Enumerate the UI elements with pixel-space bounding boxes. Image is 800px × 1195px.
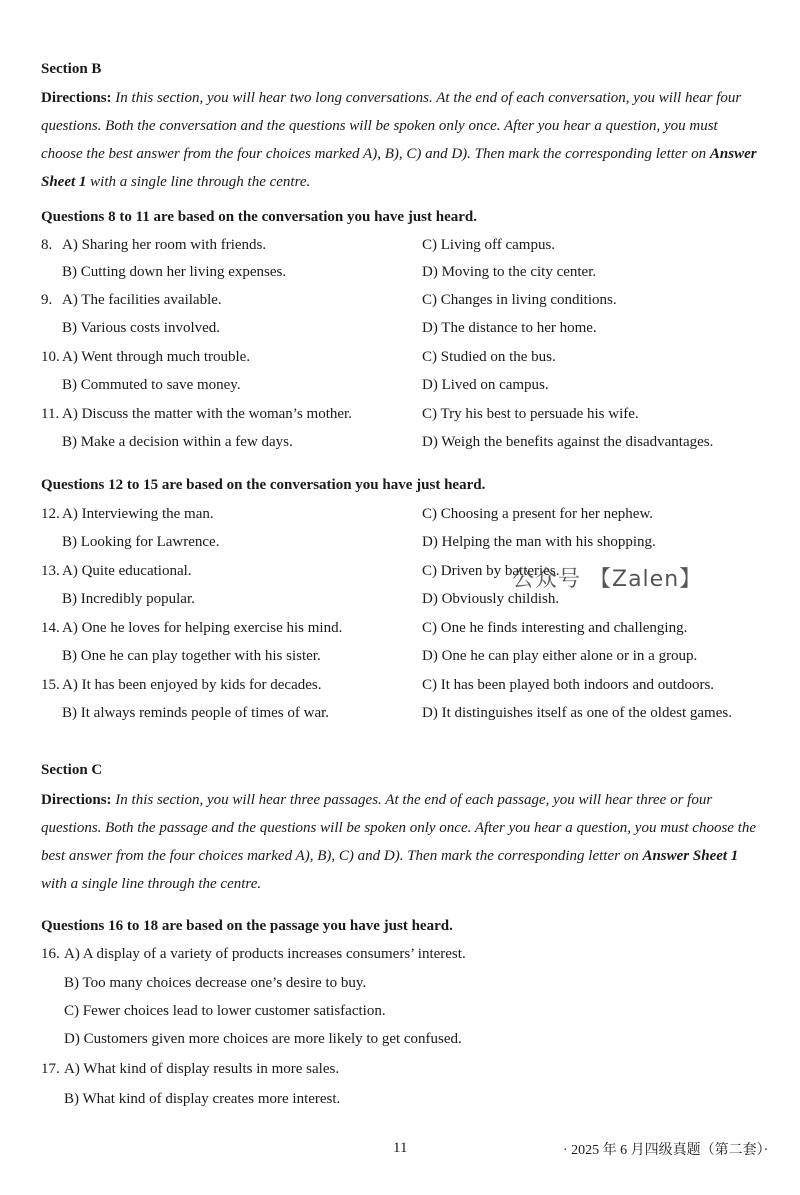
group-heading: Questions 12 to 15 are based on the conversation you have just heard. — [41, 477, 486, 493]
option-b[interactable]: B) Looking for Lawrence. — [62, 534, 220, 550]
option-a[interactable]: A) A display of a variety of products increases consumers’ interest. — [64, 946, 466, 962]
option-c[interactable]: C) Changes in living conditions. — [422, 292, 617, 308]
directions-label: Directions: — [41, 792, 112, 808]
question-number: 16. — [41, 946, 60, 962]
question-number: 17. — [41, 1061, 60, 1077]
directions-text: In this section, you will hear three passages. At the end of each passage, you will hear three or four questions. Both the passage and the questions will be spoken only once. After you hear a question, you must choose the best answer from the four choices marked A), B), C) and D). Then mark the corresponding letter on — [41, 792, 757, 864]
option-a[interactable]: A) It has been enjoyed by kids for decades. — [62, 677, 322, 693]
option-c[interactable]: C) Studied on the bus. — [422, 349, 556, 365]
question-number: 13. — [41, 563, 60, 579]
option-d[interactable]: D) The distance to her home. — [422, 320, 597, 336]
option-a[interactable]: A) Quite educational. — [62, 563, 192, 579]
option-c[interactable]: C) One he finds interesting and challenging. — [422, 620, 688, 636]
answer-sheet-label: Answer Sheet 1 — [41, 146, 757, 190]
answer-sheet-label: Answer Sheet 1 — [642, 848, 739, 864]
option-d[interactable]: D) Obviously childish. — [422, 591, 560, 607]
option-d[interactable]: D) Customers given more choices are more likely to get confused. — [64, 1031, 462, 1047]
question-number: 12. — [41, 506, 60, 522]
option-c[interactable]: C) Choosing a present for her nephew. — [422, 506, 654, 522]
option-d[interactable]: D) Weigh the benefits against the disadvantages. — [422, 434, 714, 450]
option-b[interactable]: B) Cutting down her living expenses. — [62, 264, 287, 280]
option-c[interactable]: C) Fewer choices lead to lower customer satisfaction. — [64, 1003, 386, 1019]
directions-label: Directions: — [41, 90, 112, 106]
option-c[interactable]: C) It has been played both indoors and outdoors. — [422, 677, 715, 693]
option-b[interactable]: B) Various costs involved. — [62, 320, 221, 336]
directions-text-end: with a single line through the centre. — [41, 876, 262, 892]
question-number: 11. — [41, 406, 60, 422]
page-number: 11 — [393, 1140, 408, 1156]
option-d[interactable]: D) Helping the man with his shopping. — [422, 534, 656, 550]
option-a[interactable]: A) What kind of display results in more sales. — [64, 1061, 340, 1077]
section-b-title: Section B — [41, 61, 102, 77]
question-number: 15. — [41, 677, 60, 693]
option-a[interactable]: A) Sharing her room with friends. — [62, 237, 267, 253]
option-d[interactable]: D) One he can play either alone or in a group. — [422, 648, 698, 664]
watermark: 公众号 【Zalen】 — [512, 567, 703, 592]
question-number: 10. — [41, 349, 60, 365]
option-a[interactable]: A) Interviewing the man. — [62, 506, 214, 522]
section-c-directions — [41, 786, 759, 898]
group-heading: Questions 8 to 11 are based on the conversation you have just heard. — [41, 209, 477, 225]
option-b[interactable]: B) Too many choices decrease one’s desire to buy. — [64, 975, 367, 991]
option-b[interactable]: B) It always reminds people of times of war. — [62, 705, 330, 721]
option-a[interactable]: A) Discuss the matter with the woman’s mother. — [62, 406, 352, 422]
option-d[interactable]: D) It distinguishes itself as one of the oldest games. — [422, 705, 732, 721]
question-number: 8. — [41, 237, 53, 253]
section-c-title: Section C — [41, 762, 103, 778]
option-c[interactable]: C) Try his best to persuade his wife. — [422, 406, 639, 422]
directions-text: In this section, you will hear two long conversations. At the end of each conversation, you will hear four questions. Both the conversation and the questions will be spoken only once. After you hear a question, you must choose the best answer from the four choices marked A), B), C) and D). Then mark the corresponding letter on — [41, 90, 742, 162]
question-number: 14. — [41, 620, 60, 636]
option-b[interactable]: B) One he can play together with his sister. — [62, 648, 321, 664]
question-number: 9. — [41, 292, 53, 308]
option-b[interactable]: B) Make a decision within a few days. — [62, 434, 293, 450]
option-c[interactable]: C) Driven by batteries. — [422, 563, 560, 579]
option-b[interactable]: B) Incredibly popular. — [62, 591, 195, 607]
option-a[interactable]: A) Went through much trouble. — [62, 349, 251, 365]
section-b-directions — [41, 84, 759, 196]
group-heading: Questions 16 to 18 are based on the passage you have just heard. — [41, 918, 453, 934]
exam-label: · 2025 年 6 月四级真题（第二套）· — [563, 1143, 769, 1158]
option-d[interactable]: D) Lived on campus. — [422, 377, 549, 393]
directions-text-end: with a single line through the centre. — [86, 174, 311, 190]
option-c[interactable]: C) Living off campus. — [422, 237, 556, 253]
option-a[interactable]: A) The facilities available. — [62, 292, 222, 308]
option-d[interactable]: D) Moving to the city center. — [422, 264, 597, 280]
option-b[interactable]: B) Commuted to save money. — [62, 377, 241, 393]
option-a[interactable]: A) One he loves for helping exercise his mind. — [62, 620, 343, 636]
option-b[interactable]: B) What kind of display creates more interest. — [64, 1091, 341, 1107]
